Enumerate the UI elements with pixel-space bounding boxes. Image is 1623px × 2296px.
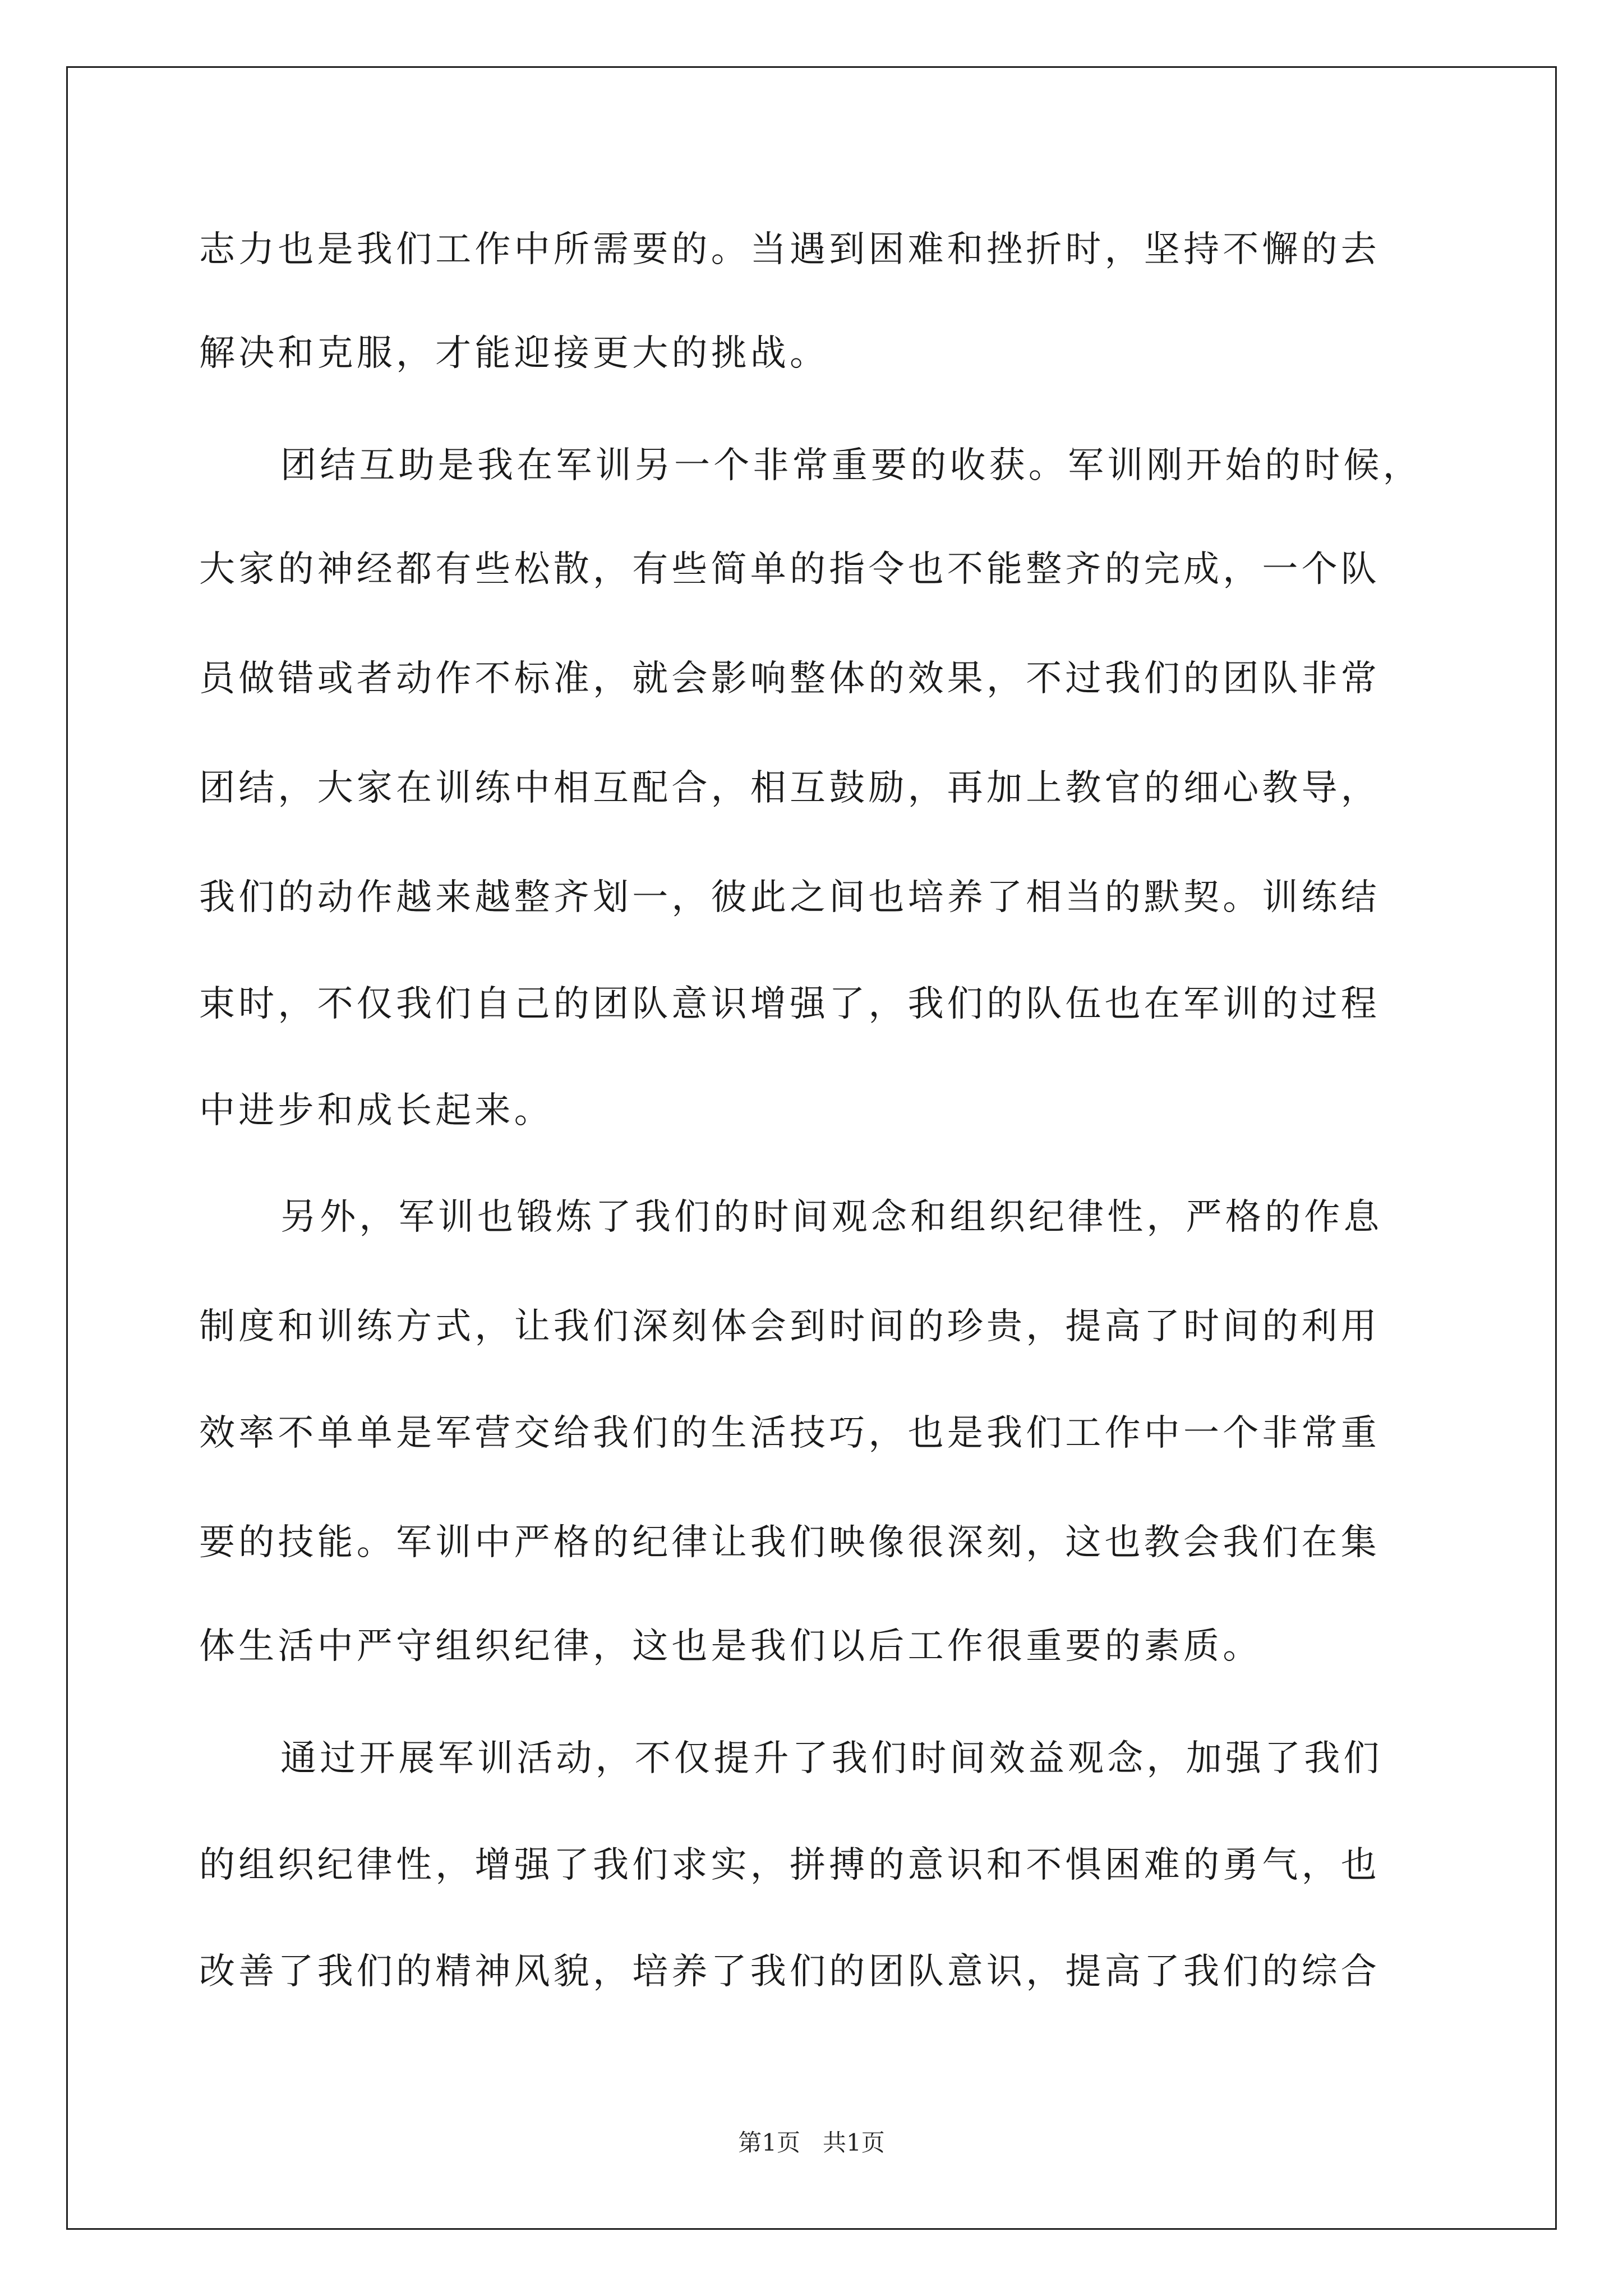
text-line: 效率不单单是军营交给我们的生活技巧，也是我们工作中一个非常重 [199, 1412, 1380, 1454]
text-line: 大家的神经都有些松散，有些简单的指令也不能整齐的完成，一个队 [199, 549, 1380, 590]
text-line: 体生活中严守组织纪律，这也是我们以后工作很重要的素质。 [199, 1626, 1262, 1667]
text-line: 员做错或者动作不标准，就会影响整体的效果，不过我们的团队非常 [199, 658, 1380, 700]
text-line: 束时，不仅我们自己的团队意识增强了，我们的队伍也在军训的过程 [199, 983, 1380, 1025]
page-border [66, 66, 1557, 2230]
text-line: 改善了我们的精神风貌，培养了我们的团队意识，提高了我们的综合 [199, 1951, 1380, 1993]
text-line: 我们的动作越来越整齐划一，彼此之间也培养了相当的默契。训练结 [199, 877, 1380, 918]
text-line: 解决和克服，才能迎接更大的挑战。 [199, 333, 829, 374]
paragraph-start-line: 团结互助是我在军训另一个非常重要的收获。军训刚开始的时候， [280, 445, 1422, 486]
text-line: 中进步和成长起来。 [199, 1090, 554, 1131]
page-footer: 第1页 共1页 [738, 2129, 885, 2156]
paragraph-start-line: 通过开展军训活动，不仅提升了我们时间效益观念，加强了我们 [280, 1738, 1383, 1779]
paragraph-start-line: 另外，军训也锻炼了我们的时间观念和组织纪律性，严格的作息 [280, 1197, 1383, 1238]
text-line: 团结，大家在训练中相互配合，相互鼓励，再加上教官的细心教导， [199, 767, 1380, 809]
text-line: 制度和训练方式，让我们深刻体会到时间的珍贵，提高了时间的利用 [199, 1306, 1380, 1347]
text-line: 要的技能。军训中严格的纪律让我们映像很深刻，这也教会我们在集 [199, 1522, 1380, 1563]
text-line: 志力也是我们工作中所需要的。当遇到困难和挫折时，坚持不懈的去 [199, 229, 1380, 270]
text-line: 的组织纪律性，增强了我们求实，拼搏的意识和不惧困难的勇气，也 [199, 1844, 1380, 1886]
